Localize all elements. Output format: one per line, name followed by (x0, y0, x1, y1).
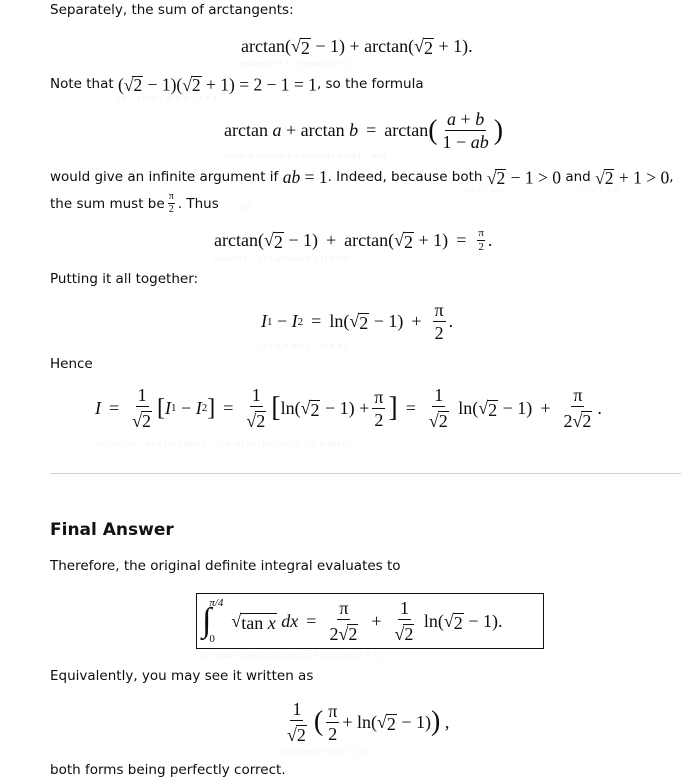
inline-ineq-2-text: √2 + 1 > 0 (580, 187, 619, 195)
fraction-pi-over-2: $\frac{\pi}{2}$ (434, 300, 444, 343)
inline-ineq-1-text: √2 − 1 > 0 (465, 187, 504, 195)
fraction-pi-over-2: $\frac{\pi}{2}$ (374, 386, 384, 430)
integral-sign: ∫ (202, 602, 212, 639)
inline-ab-equals-1: ab = 1 (282, 167, 328, 188)
equation-arctan-equals-pi-half: arctan ( √ 2 − 1) + arctan ( √ 2 + 1) = $\frac{\pi}{2}$ . (214, 227, 493, 253)
inline-ineq-1: √ 2 − 1 > 0 (486, 167, 566, 188)
inline-pi-over-2-text: π/2 (240, 204, 252, 212)
paragraph-putting-together: Putting it all together: (50, 271, 199, 287)
fraction-pi-over-2: $\frac{\pi}{2}$ (328, 700, 338, 744)
fraction-1-over-sqrt2: 1 √ 2 (287, 699, 306, 745)
inline-pi-over-2: $\frac{\pi}{2}$ (168, 191, 174, 215)
paragraph-equivalently: Equivalently, you may see it written as (50, 668, 314, 684)
equation-arctan-formula-text: arctan a + arctan b = arctan((a + b)/(1 − ab)) (224, 152, 387, 160)
inline-product: ( √ 2 − 1)( √ 2 + 1) = 2 − 1 = 1 (113, 74, 317, 95)
equation-final-integral-text: ∫₀^{π/4} √(tan x) dx = π/(2√2) + (1/√2) ln(√2 − 1). (202, 652, 383, 660)
equation-I-result-text: I = (1/√2)[I₁ − I₂] = (1/√2)[ln(√2 − 1) + π/2] = (1/√2) ln(√2 − 1) + π/(2√2). (95, 440, 356, 448)
paragraph-sum-intro: Separately, the sum of arctangents: (50, 2, 294, 18)
fraction-1-over-sqrt2: 1 √ 2 (132, 385, 152, 431)
equation-I1-minus-I2: I 1 − I 2 = ln ( √ 2 − 1) + $\frac{\pi}{2}$ . (261, 300, 454, 343)
paragraph-sum-pi-half: the sum must be $\frac{\pi}{2}$ . Thus (50, 191, 219, 215)
fraction-1-over-sqrt2: 1 √ 2 (428, 385, 448, 431)
inline-product-text: (√2 − 1)(√2 + 1) = 2 − 1 = 1 (115, 95, 218, 103)
equation-I-result: I = 1 √ 2 [ I 1 − I 2 ] = 1 √ 2 [ ln ( √ 2 − 1) + $\frac{\pi}{2}$ ] = 1 √ 2 ln ( √ 2 − 1) + π 2 √ 2 . (95, 385, 602, 431)
fraction-a-plus-b-over-1-minus-ab: $\frac{a + b}{1 - ab}$ (442, 109, 489, 152)
equation-I1-minus-I2-text: I₁ − I₂ = ln(√2 − 1) + π/2. (261, 342, 351, 350)
equation-arctan-equals-pi-half-text: arctan(√2 − 1) + arctan(√2 + 1) = π/2. (214, 255, 351, 263)
sqrt-2: √ 2 (414, 36, 434, 58)
equation-final-integral: ∫ π/4 0 √ tan x dx = π 2 √ 2 + 1 √ 2 ln ( √ 2 − 1). (202, 597, 503, 645)
paragraph-both-forms: both forms being perfectly correct. (50, 762, 286, 778)
inline-ineq-2: √ 2 + 1 > 0 (595, 167, 670, 188)
equation-arctan-sum-text: arctan(√2 − 1) + arctan(√2 + 1). (241, 60, 357, 68)
equation-alternative-form: 1 √ 2 ( $\frac{\pi}{2}$ + ln ( √ 2 − 1) ) , (287, 699, 450, 745)
heading-final-answer: Final Answer (50, 520, 174, 540)
fraction-1-over-sqrt2: 1 √ 2 (394, 598, 414, 644)
equation-arctan-formula: arctan a + arctan b = arctan ( $\frac{a + b}{1 - ab}$ ) (224, 109, 504, 152)
paragraph-hence: Hence (50, 356, 93, 372)
paragraph-note-product: Note that ( √ 2 − 1)( √ 2 + 1) = 2 − 1 = 1 , so the formula (50, 74, 424, 95)
section-divider (50, 473, 681, 474)
fraction-pi-over-2sqrt2: π 2 √ 2 (563, 385, 592, 431)
equation-arctan-sum: arctan ( √ 2 − 1) + arctan ( √ 2 + 1). (241, 36, 473, 58)
fraction-pi-over-2sqrt2: π 2 √ 2 (329, 598, 358, 644)
integral-limits: π/4 0 (209, 597, 224, 645)
fraction-1-over-sqrt2: 1 √ 2 (246, 385, 266, 431)
paragraph-therefore: Therefore, the original definite integral evaluates to (50, 558, 401, 574)
fraction-pi-over-2: $\frac{\pi}{2}$ (478, 227, 484, 253)
paragraph-infinite-argument: would give an infinite argument if ab = 1 . Indeed, because both √ 2 − 1 > 0 and √ 2 + 1 > 0 , (50, 167, 674, 188)
sqrt-2: √ 2 (290, 36, 310, 58)
equation-alternative-form-text: (1/√2)(π/2 + ln(√2 − 1)), (282, 748, 368, 756)
